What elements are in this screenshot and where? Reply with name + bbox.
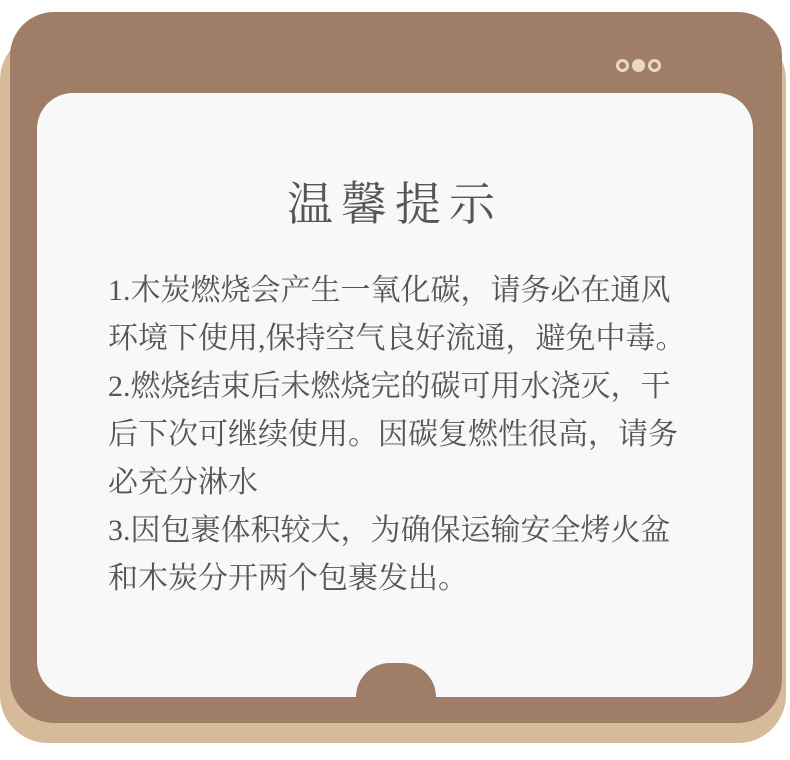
notice-title: 温馨提示 xyxy=(287,179,503,230)
window-dot-right-icon xyxy=(648,59,661,72)
notice-line-7: 和木炭分开两个包裹发出。 xyxy=(108,562,468,595)
notice-body xyxy=(108,267,723,603)
window-dots xyxy=(616,59,661,72)
notice-panel xyxy=(37,93,753,697)
notice-line-6: 3.因包裹体积较大，为确保运输安全烤火盆 xyxy=(108,514,671,547)
notice-line-3: 2.燃烧结束后未燃烧完的碳可用水浇灭，干 xyxy=(108,370,671,403)
window-dot-left-icon xyxy=(616,59,629,72)
notice-line-5: 必充分淋水 xyxy=(108,466,258,499)
window-dot-middle-icon xyxy=(632,59,645,72)
notice-line-4: 后下次可继续使用。因碳复燃性很高，请务 xyxy=(108,418,678,451)
notice-line-2: 环境下使用,保持空气良好流通，避免中毒。 xyxy=(108,322,686,355)
notice-line-1: 1.木炭燃烧会产生一氧化碳，请务必在通风 xyxy=(108,274,671,307)
